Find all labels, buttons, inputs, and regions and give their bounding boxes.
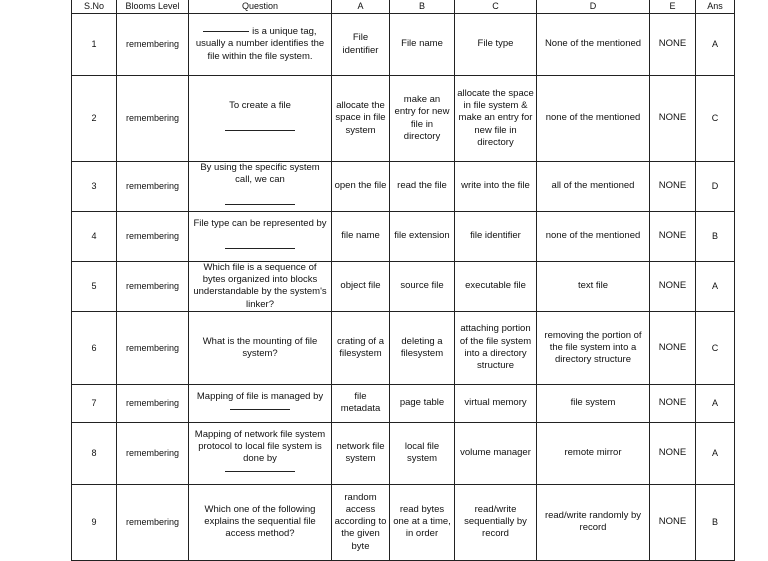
blooms-level-cell: remembering — [117, 76, 189, 162]
option-a-cell: network file system — [332, 422, 390, 484]
option-a-cell: open the file — [332, 162, 390, 212]
option-e-cell: NONE — [650, 311, 696, 384]
sno-cell: 8 — [72, 422, 117, 484]
question-text: By using the specific system call, we can — [200, 162, 320, 186]
header-option-e: E — [650, 0, 696, 14]
blooms-level-cell: remembering — [117, 162, 189, 212]
header-question: Question — [189, 0, 332, 14]
sno-cell: 9 — [72, 484, 117, 560]
table-row — [72, 212, 735, 262]
option-a-cell: random access according to the given byte — [332, 484, 390, 560]
table-row — [72, 262, 735, 312]
option-e-cell: NONE — [650, 384, 696, 422]
header-sno: S.No — [72, 0, 117, 14]
option-c-cell: allocate the space in file system & make an entry for new file in directory — [455, 76, 537, 162]
answer-cell: A — [696, 384, 735, 422]
question-cell: Which one of the following explains the sequential file access method? — [189, 484, 332, 560]
option-a-cell: file metadata — [332, 384, 390, 422]
header-blooms-level: Blooms Level — [117, 0, 189, 14]
answer-cell: B — [696, 484, 735, 560]
answer-blank — [230, 408, 290, 410]
option-c-cell: attaching portion of the file system into a directory structure — [455, 311, 537, 384]
answer-blank — [225, 129, 295, 131]
option-a-cell: file name — [332, 212, 390, 262]
sno-cell: 1 — [72, 14, 117, 76]
question-text: To create a file — [229, 100, 291, 112]
header-row — [72, 0, 735, 14]
blooms-level-cell: remembering — [117, 311, 189, 384]
option-b-cell: read the file — [390, 162, 455, 212]
question-cell — [189, 162, 332, 212]
option-b-cell: make an entry for new file in directory — [390, 76, 455, 162]
question-text: File type can be represented by — [193, 218, 327, 230]
sno-cell: 7 — [72, 384, 117, 422]
table-row — [72, 422, 735, 484]
sno-cell: 5 — [72, 262, 117, 312]
question-cell — [189, 14, 332, 76]
table-row — [72, 76, 735, 162]
option-d-cell: none of the mentioned — [537, 212, 650, 262]
blooms-level-cell: remembering — [117, 422, 189, 484]
option-b-cell: local file system — [390, 422, 455, 484]
header-option-c: C — [455, 0, 537, 14]
option-c-cell: volume manager — [455, 422, 537, 484]
answer-blank — [225, 203, 295, 205]
question-cell: What is the mounting of file system? — [189, 311, 332, 384]
answer-blank — [225, 470, 295, 472]
option-b-cell: page table — [390, 384, 455, 422]
option-e-cell: NONE — [650, 212, 696, 262]
answer-cell: C — [696, 76, 735, 162]
option-d-cell: read/write randomly by record — [537, 484, 650, 560]
table-row — [72, 384, 735, 422]
option-e-cell: NONE — [650, 14, 696, 76]
blooms-level-cell: remembering — [117, 14, 189, 76]
answer-blank — [225, 247, 295, 249]
question-cell: Which file is a sequence of bytes organized into blocks understandable by the system's linker? — [189, 262, 332, 312]
sno-cell: 4 — [72, 212, 117, 262]
option-a-cell: File identifier — [332, 14, 390, 76]
option-c-cell: virtual memory — [455, 384, 537, 422]
answer-cell: A — [696, 262, 735, 312]
option-e-cell: NONE — [650, 484, 696, 560]
answer-cell: D — [696, 162, 735, 212]
option-b-cell: read bytes one at a time, in order — [390, 484, 455, 560]
question-cell — [189, 212, 332, 262]
table-row — [72, 14, 735, 76]
option-c-cell: read/write sequentially by record — [455, 484, 537, 560]
option-a-cell: allocate the space in file system — [332, 76, 390, 162]
blooms-level-cell: remembering — [117, 384, 189, 422]
option-b-cell: file extension — [390, 212, 455, 262]
table-row — [72, 162, 735, 212]
blooms-level-cell: remembering — [117, 262, 189, 312]
header-option-d: D — [537, 0, 650, 14]
option-d-cell: all of the mentioned — [537, 162, 650, 212]
question-text: Mapping of file is managed by — [196, 391, 324, 403]
option-d-cell: removing the portion of the file system into a directory structure — [537, 311, 650, 384]
header-answer: Ans — [696, 0, 735, 14]
option-a-cell: crating of a filesystem — [332, 311, 390, 384]
blooms-level-cell: remembering — [117, 484, 189, 560]
option-e-cell: NONE — [650, 162, 696, 212]
option-c-cell: write into the file — [455, 162, 537, 212]
option-c-cell: file identifier — [455, 212, 537, 262]
question-cell — [189, 384, 332, 422]
answer-cell: C — [696, 311, 735, 384]
sno-cell: 6 — [72, 311, 117, 384]
answer-cell: B — [696, 212, 735, 262]
answer-blank — [203, 30, 249, 32]
header-option-a: A — [332, 0, 390, 14]
option-c-cell: File type — [455, 14, 537, 76]
table-row — [72, 484, 735, 560]
option-d-cell: none of the mentioned — [537, 76, 650, 162]
option-e-cell: NONE — [650, 262, 696, 312]
option-b-cell: source file — [390, 262, 455, 312]
option-d-cell: file system — [537, 384, 650, 422]
answer-cell: A — [696, 422, 735, 484]
answer-cell: A — [696, 14, 735, 76]
blooms-level-cell: remembering — [117, 212, 189, 262]
header-option-b: B — [390, 0, 455, 14]
option-e-cell: NONE — [650, 422, 696, 484]
table-row — [72, 311, 735, 384]
option-b-cell: deleting a filesystem — [390, 311, 455, 384]
mcq-table — [71, 0, 735, 561]
question-text: Mapping of network file system protocol to local file system is done by — [194, 428, 326, 465]
sno-cell: 2 — [72, 76, 117, 162]
question-text: is a unique tag, usually a number identifies the file within the file system. — [195, 26, 325, 62]
option-a-cell: object file — [332, 262, 390, 312]
option-d-cell: remote mirror — [537, 422, 650, 484]
question-cell — [189, 422, 332, 484]
option-e-cell: NONE — [650, 76, 696, 162]
option-d-cell: text file — [537, 262, 650, 312]
option-b-cell: File name — [390, 14, 455, 76]
option-c-cell: executable file — [455, 262, 537, 312]
question-cell — [189, 76, 332, 162]
option-d-cell: None of the mentioned — [537, 14, 650, 76]
sno-cell: 3 — [72, 162, 117, 212]
